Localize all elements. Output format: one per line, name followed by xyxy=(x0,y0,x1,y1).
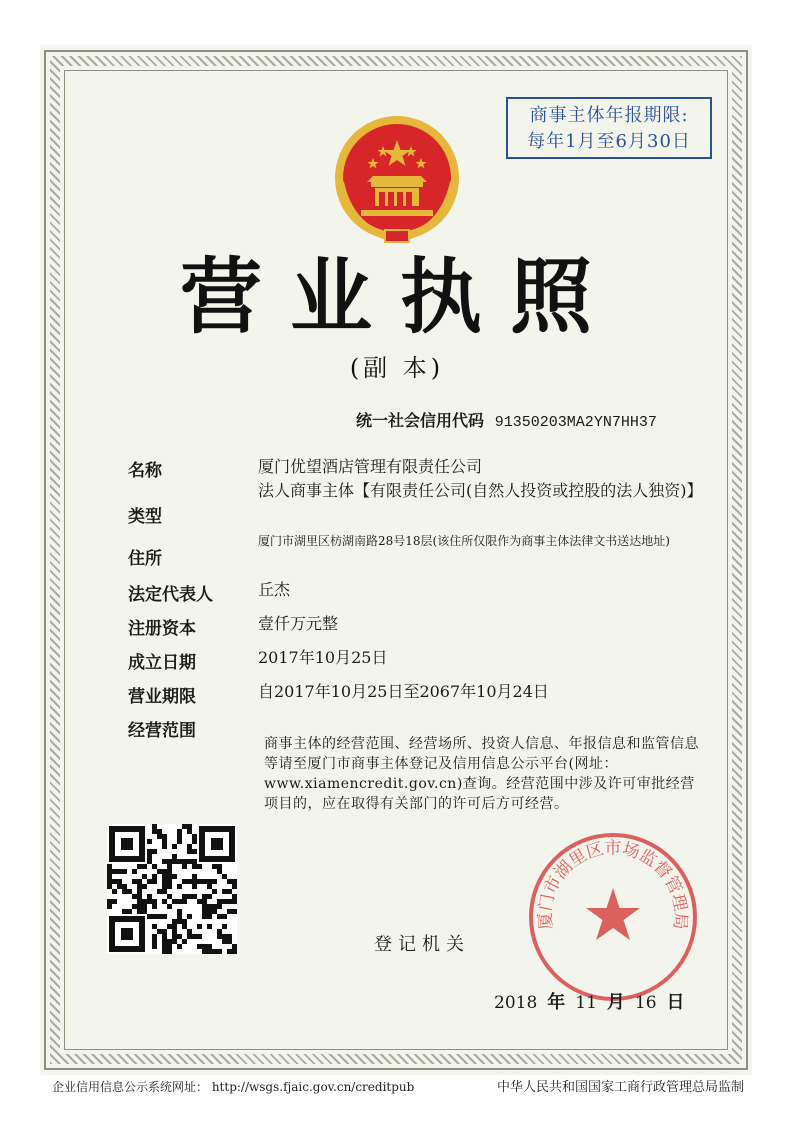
date-month-unit: 月 xyxy=(606,992,625,1013)
credit-code xyxy=(356,408,657,434)
credit-code-value: 91350203MA2YN7HH37 xyxy=(494,414,657,431)
address-value: 厦门市湖里区枋湖南路28号18层(该住所仅限作为商事主体法律文书送达地址) xyxy=(258,534,670,548)
capital-label xyxy=(128,614,238,639)
term-value: 自2017年10月25日至2067年10月24日 xyxy=(258,682,549,701)
type-label-text: 类型 xyxy=(128,507,162,527)
address-label xyxy=(128,544,238,569)
type-label xyxy=(128,502,238,527)
type-value: 法人商事主体【有限责任公司(自然人投资或控股的法人独资)】 xyxy=(258,481,703,500)
date-day: 16 xyxy=(634,993,657,1013)
legal-rep-value: 丘杰 xyxy=(258,580,291,599)
national-emblem-icon xyxy=(331,112,463,246)
term-label-text: 营业期限 xyxy=(128,687,196,707)
registration-date xyxy=(494,988,695,1014)
document-subtitle: (副 本) xyxy=(349,354,445,382)
footer-website: 企业信用信息公示系统网址： http://wsgs.fjaic.gov.cn/creditpub xyxy=(52,1080,415,1094)
scope-label xyxy=(128,716,238,741)
credit-code-label: 统一社会信用代码 xyxy=(356,411,485,430)
established-value: 2017年10月25日 xyxy=(258,648,388,667)
seal-text: 厦门市湖里区市场监督管理局 xyxy=(535,838,691,931)
annual-notice-line1: 商事主体年报期限: xyxy=(529,105,689,126)
date-day-unit: 日 xyxy=(666,992,685,1013)
capital-label-text: 注册资本 xyxy=(128,619,196,639)
annual-notice-line2: 每年1月至6月30日 xyxy=(527,131,691,152)
name-label xyxy=(128,456,238,481)
official-seal-icon xyxy=(526,830,700,1004)
address-label-text: 住所 xyxy=(128,549,162,569)
established-label xyxy=(128,648,238,673)
legal-rep-label-text: 法定代表人 xyxy=(128,585,213,605)
scope-value: 商事主体的经营范围、经营场所、投资人信息、年报信息和监管信息等请至厦门市商事主体登记及信用信息公示平台(网址：www.xiamencredit.gov.cn)查询。经营范围中涉及许可审批经营项目的，应在取得有关部门的许可后方可经营。 xyxy=(264,736,699,812)
term-label xyxy=(128,682,238,707)
legal-rep-label xyxy=(128,580,238,605)
date-year-unit: 年 xyxy=(547,992,566,1013)
scope-label-text: 经营范围 xyxy=(128,721,196,741)
annual-report-notice xyxy=(506,97,712,159)
footer-issuer: 中华人民共和国国家工商行政管理总局监制 xyxy=(496,1080,744,1095)
document-title: 营业执照 xyxy=(180,250,621,345)
date-month: 11 xyxy=(575,993,597,1013)
name-value: 厦门优望酒店管理有限责任公司 xyxy=(258,457,483,476)
name-label-text: 名称 xyxy=(128,461,162,481)
established-label-text: 成立日期 xyxy=(128,653,196,673)
registration-authority-label: 登记机关 xyxy=(374,934,470,955)
qr-code xyxy=(107,824,237,954)
capital-value: 壹仟万元整 xyxy=(258,614,339,633)
date-year: 2018 xyxy=(494,993,538,1013)
